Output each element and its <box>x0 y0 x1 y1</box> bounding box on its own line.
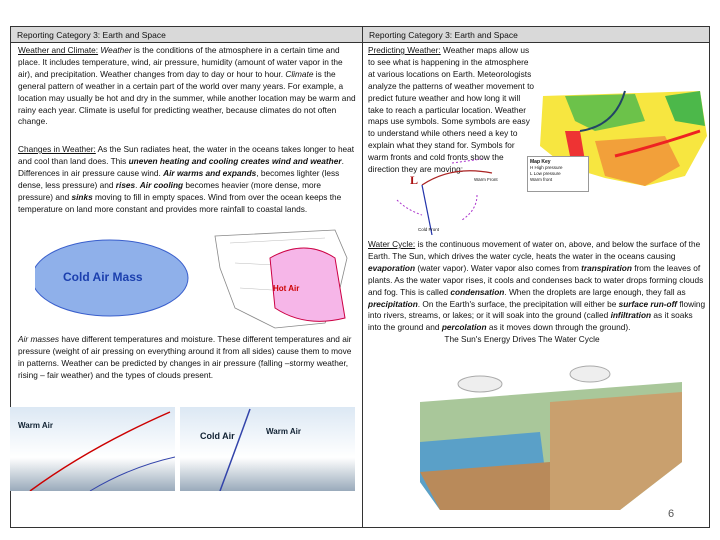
text: moving to fill in empty spaces. Wind from over the ocean keeps the temperature on land more constant and provides more rainfall to coastal lands. <box>18 191 342 214</box>
term-weather: Weather <box>100 45 132 55</box>
warm-air-label: Warm Air <box>266 427 301 436</box>
map-key-title: Map Key <box>530 159 551 165</box>
cold-front-image <box>180 407 355 491</box>
weather-climate-paragraph <box>18 45 356 128</box>
term: transpiration <box>581 262 632 273</box>
air-masses-paragraph <box>18 334 356 382</box>
text: . Differences in air pressure cause wind. <box>18 155 344 178</box>
term: sinks <box>71 191 93 202</box>
cold-front-label: Cold Front <box>418 227 440 232</box>
text: as it moves down through the ground). <box>486 322 631 333</box>
text: is the conditions of the atmosphere in a certain time and place. It includes temperature, wind, air pressure, humidity (amount of water vapor in the air), and precipitation. Weather changes from day to day or hour to hour. <box>18 45 343 79</box>
text: is the general pattern of weather in a certain part of the world over many years. For example, a location may usually be hot and dry in the summer, while another location may be warm and rainy each year. Climate is useful for predicting weather, because climates do not often change. <box>18 68 356 127</box>
text: from the leaves of plants. As the water vapor rises, it cools and condenses back to water drops forming clouds and fog. This is called <box>368 262 704 297</box>
term: percolation <box>441 322 487 333</box>
term: precipitation <box>368 298 418 309</box>
column-divider <box>362 27 363 527</box>
water-cycle-title: Water Cycle: <box>368 239 416 249</box>
text: , becomes lighter (less dense, less pressure) and <box>18 167 340 190</box>
warm-air-label: Warm Air <box>18 421 53 430</box>
term: Air cooling <box>139 179 184 190</box>
predicting-title: Predicting Weather: <box>368 45 441 55</box>
term: infiltration <box>610 310 652 321</box>
text: is the continuous movement of water on, above, and below the surface of the Earth. The Sun, which drives the water cycle, heats the water in the oceans causing <box>368 239 701 261</box>
term: uneven heating and cooling creates wind and weather <box>128 155 342 166</box>
changes-paragraph <box>18 144 356 215</box>
term: surface run-off <box>618 298 678 309</box>
term: condensation <box>450 286 505 297</box>
hot-air-label: Hot Air <box>273 284 300 293</box>
cold-air-label: Cold Air <box>200 431 235 441</box>
text: as it soaks into the ground and <box>368 310 693 333</box>
term-climate: Climate <box>285 68 314 79</box>
text: . When the droplets are large enough, they fall as <box>504 286 686 297</box>
text: flowing into rivers, streams, or lakes; or it will soak into the ground (called <box>368 298 706 321</box>
term: rises <box>115 179 136 190</box>
map-key-item: H High pressure <box>530 165 563 170</box>
text: becomes heavier (more dense, more pressure) and <box>18 179 322 202</box>
text: (water vapor). Water vapor also comes from <box>415 262 582 273</box>
water-cycle-caption: The Sun's Energy Drives The Water Cycle <box>444 334 600 345</box>
map-key-item: Warm front <box>530 177 553 182</box>
low-pressure-symbol: L <box>410 173 419 187</box>
text: As the Sun radiates heat, the water in the oceans takes longer to heat and cool than land does. This <box>18 144 355 166</box>
water-cycle-paragraph <box>368 239 706 346</box>
text: . <box>135 179 140 190</box>
term-air-masses: Air masses <box>18 334 60 344</box>
text: . On the Earth's surface, the precipitation will either be <box>417 298 619 309</box>
cold-air-mass-label: Cold Air Mass <box>63 270 143 284</box>
text: have different temperatures and moisture. These different temperatures and air pressure (weight of air pressing on everything around it from all sides) cause them to move in patterns. Weather can be predicted by changes in air pressure (falling –stormy weather, rising – fair weather) and the types of clouds present. <box>18 334 352 380</box>
us-weather-map-image <box>530 86 710 198</box>
text: Weather maps allow us to see what is happening in the atmosphere at various locations on Earth. Meteorologists analyze the patterns of weather movement to predict future weather and how long it will take to reach a particular location. Weather maps use symbols. Some symbols are easy to understand while others need a key to explain what they stand for. Symbols for warm fronts and cold fronts show the direction they are moving: <box>368 45 535 175</box>
page-number: 6 <box>668 508 675 520</box>
changes-title: Changes in Weather: <box>18 144 96 154</box>
weather-climate-title: Weather and Climate: <box>18 45 99 55</box>
air-mass-map-image <box>35 228 355 333</box>
map-key-item: L Low pressure <box>530 171 561 176</box>
header-left: Reporting Category 3: Earth and Space <box>11 27 362 43</box>
water-cycle-image <box>420 362 682 510</box>
warm-front-image <box>10 407 175 491</box>
warm-front-label: Warm Front <box>474 177 498 182</box>
term: evaporation <box>368 262 416 273</box>
term: Air warms and expands <box>163 167 257 178</box>
fronts-diagram-image <box>392 155 502 235</box>
map-key <box>527 156 589 192</box>
header-right: Reporting Category 3: Earth and Space <box>362 27 709 43</box>
